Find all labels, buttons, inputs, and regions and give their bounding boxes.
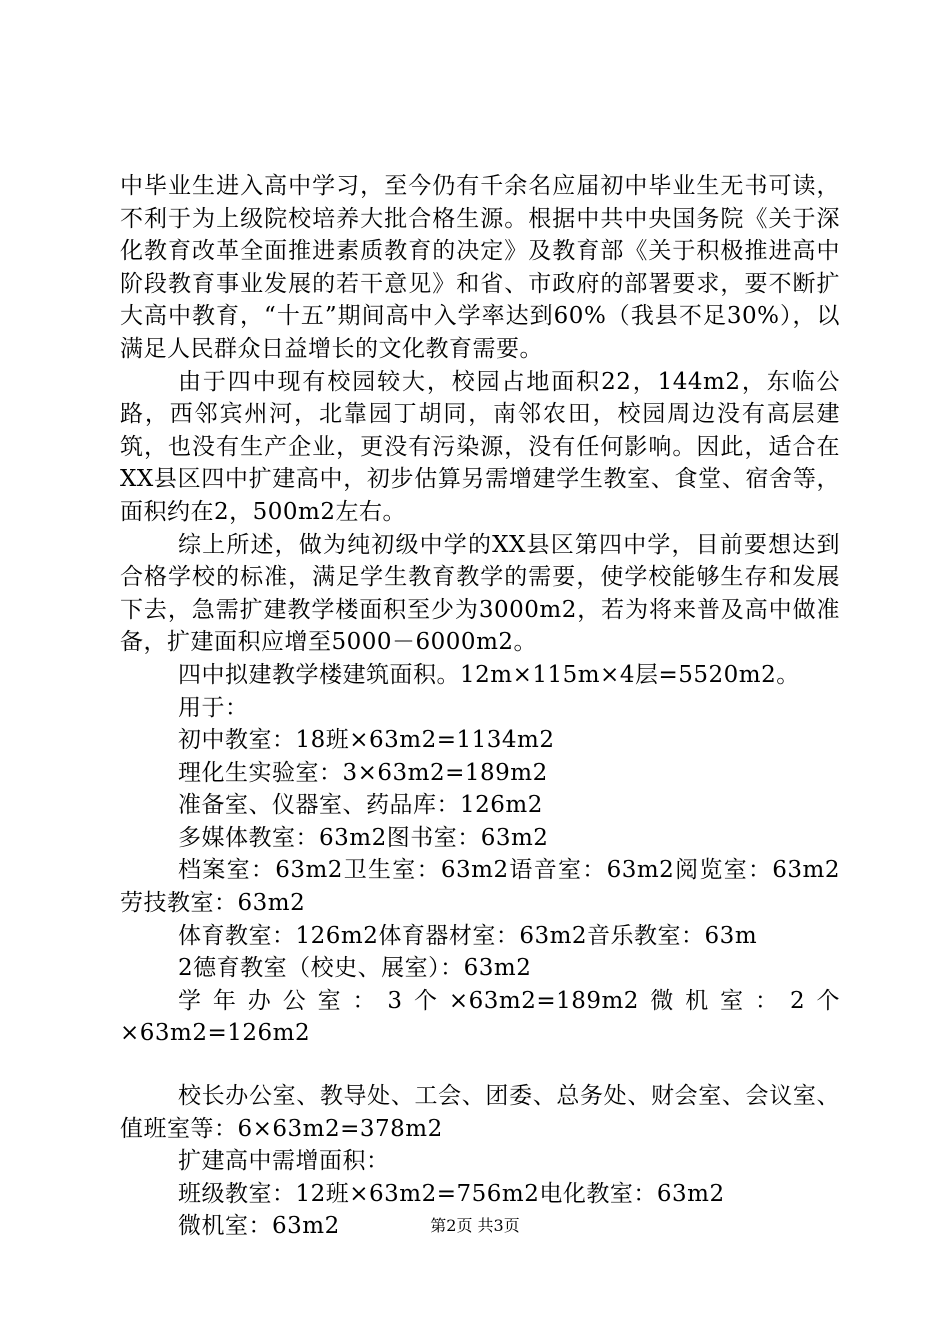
paragraph: 初中教室：18班×63m2=1134m2 [178, 727, 555, 754]
paragraph: 扩建高中需增面积： [178, 1148, 390, 1175]
paragraph-spacer [120, 1050, 840, 1080]
paragraph: 班级教室：12班×63m2=756m2电化教室：63m2 [178, 1180, 725, 1207]
paragraph: 准备室、仪器室、药品库：126m2 [178, 792, 543, 819]
paragraph: 中毕业生进入高中学习，至今仍有千余名应届初中毕业生无书可读，不利于为上级院校培养大批合格生源。根据中共中央国务院《关于深化教育改革全面推进素质教育的决定》及教育部《关于积极推进高中阶段教育事业发展的若干意见》和省、市政府的部署要求，要不断扩大高中教育，“十五”期间高中入学率达到60%（我县不足30%），以满足人民群众日益增长的文化教育需要。 [120, 173, 840, 362]
paragraph: 学年办公室：3个×63m2=189m2微机室：2个×63m2=126m2 [120, 987, 840, 1047]
paragraph: 用于： [178, 694, 249, 721]
paragraph: 体育教室：126m2体育器材室：63m2音乐教室：63m [178, 922, 758, 949]
paragraph: 微机室：63m2 [178, 1213, 340, 1240]
paragraph: 综上所述，做为纯初级中学的XX县区第四中学，目前要想达到合格学校的标准，满足学生教育教学的需要，使学校能够生存和发展下去，急需扩建教学楼面积至少为3000m2，若为将来普及高中做准备，扩建面积应增至5000－6000m2。 [120, 531, 840, 656]
paragraph: 多媒体教室：63m2图书室：63m2 [178, 824, 549, 851]
paragraph: 理化生实验室：3×63m2=189m2 [178, 759, 548, 786]
page-footer [0, 1216, 950, 1236]
paragraph: 四中拟建教学楼建筑面积。12m×115m×4层=5520m2。 [178, 661, 800, 688]
paragraph: 由于四中现有校园较大，校园占地面积22，144m2，东临公路，西邻宾州河，北靠园丁胡同，南邻农田，校园周边没有高层建筑，也没有生产企业，更没有污染源，没有任何影响。因此，适合在XX县区四中扩建高中，初步估算另需增建学生教室、食堂、宿舍等，面积约在2，500m2左右。 [120, 368, 840, 525]
paragraph: 档案室：63m2卫生室：63m2语音室：63m2阅览室：63m2劳技教室：63m2 [120, 857, 840, 917]
paragraph: 2德育教室（校史、展室）：63m2 [178, 955, 532, 982]
page-number-label: 第2页 共3页 [430, 1216, 520, 1235]
document-body [120, 170, 840, 1243]
paragraph: 校长办公室、教导处、工会、团委、总务处、财会室、会议室、值班室等：6×63m2=378m2 [120, 1083, 840, 1142]
